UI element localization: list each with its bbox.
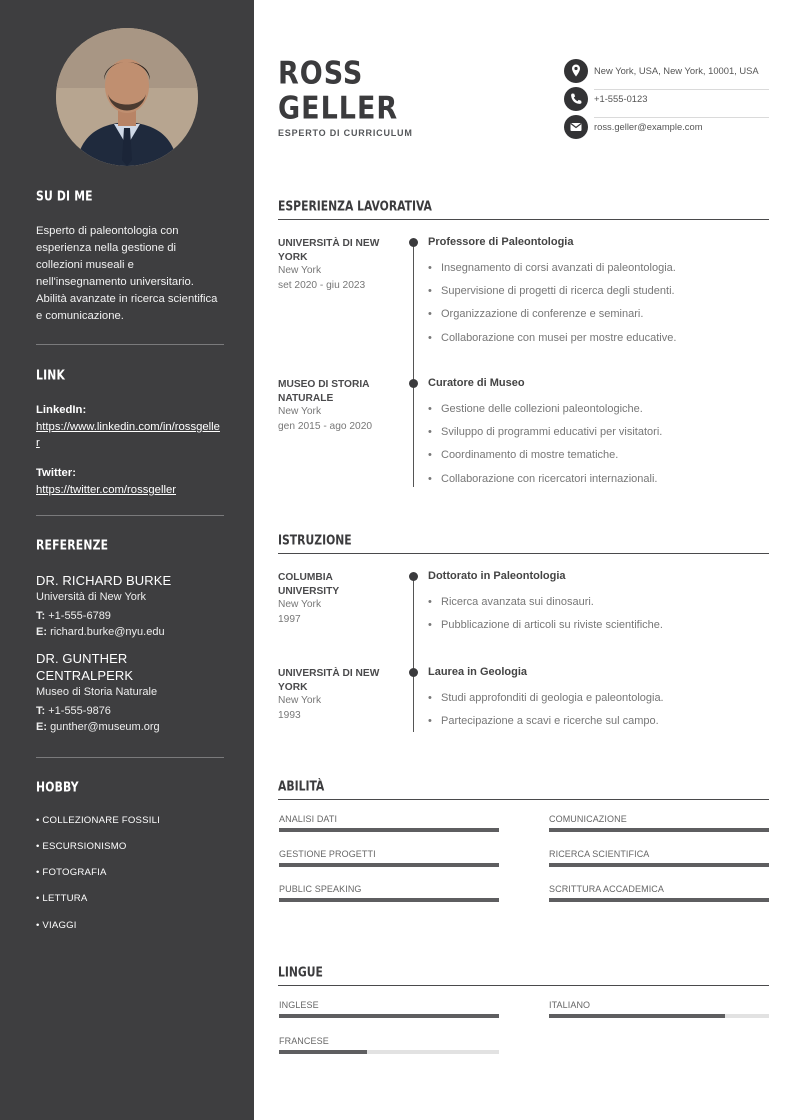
linkedin-link[interactable]: https://www.linkedin.com/in/rossgeller xyxy=(36,421,220,449)
timeline-line xyxy=(413,577,414,732)
timeline-dot xyxy=(409,668,418,677)
skill-item xyxy=(279,884,499,902)
job-role: Curatore di Museo xyxy=(428,377,525,389)
timeline-line xyxy=(413,243,414,487)
job-role: Professore di Paleontologia xyxy=(428,236,574,248)
experience-heading: ESPERIENZA LAVORATIVA xyxy=(278,198,432,214)
skills-heading: ABILITÀ xyxy=(278,778,325,794)
experience-org xyxy=(278,237,402,293)
reference-org: Università di New York xyxy=(36,591,147,603)
hobby-heading: HOBBY xyxy=(36,779,79,795)
skill-bar-track xyxy=(279,828,499,832)
references-heading: REFERENZE xyxy=(36,537,109,553)
timeline-dot xyxy=(409,572,418,581)
location-pin-icon xyxy=(564,59,588,83)
degree-bullets xyxy=(428,691,664,737)
skill-item xyxy=(279,814,499,832)
hobby-item: • VIAGGI xyxy=(36,920,77,931)
sidebar-divider xyxy=(36,344,224,345)
org-dates: set 2020 - giu 2023 xyxy=(278,279,366,291)
skill-bar-track xyxy=(549,863,769,867)
bullet-item: • Coordinamento di mostre tematiche. xyxy=(428,448,662,471)
skill-item xyxy=(549,849,769,867)
reference-name: DR. GUNTHER CENTRALPERK xyxy=(36,651,134,683)
language-label: ITALIANO xyxy=(549,1000,591,1010)
reference-phone: T: +1-555-9876 xyxy=(36,705,111,717)
hobby-item: • ESCURSIONISMO xyxy=(36,841,127,852)
language-bar-track xyxy=(549,1014,769,1018)
timeline-dot xyxy=(409,379,418,388)
contact-address xyxy=(564,59,769,83)
bullet-item: • Sviluppo di programmi educativi per visitatori. xyxy=(428,425,662,448)
skill-bar-track xyxy=(279,863,499,867)
skill-label: ANALISI DATI xyxy=(279,814,338,824)
degree-bullets xyxy=(428,595,663,641)
skill-bar-fill xyxy=(549,898,769,902)
skill-bar-fill xyxy=(279,898,499,902)
links-heading: LINK xyxy=(36,367,66,383)
hobby-item: • COLLEZIONARE FOSSILI xyxy=(36,815,160,826)
email-text: ross.geller@example.com xyxy=(594,121,703,132)
skill-bar-fill xyxy=(279,863,499,867)
twitter-link[interactable]: https://twitter.com/rossgeller xyxy=(36,484,177,496)
reference-name: DR. RICHARD BURKE xyxy=(36,573,172,588)
section-divider xyxy=(278,985,769,986)
org-location: New York xyxy=(278,265,322,276)
bullet-item: • Studi approfonditi di geologia e paleontologia. xyxy=(428,691,664,714)
contact-phone xyxy=(564,87,769,111)
bullet-item: • Collaborazione con ricercatori internazionali. xyxy=(428,472,662,495)
org-dates: 1993 xyxy=(278,709,301,721)
envelope-icon xyxy=(564,115,588,139)
bullet-item: • Collaborazione con musei per mostre educative. xyxy=(428,331,676,354)
reference-entry xyxy=(36,650,222,735)
about-heading: SU DI ME xyxy=(36,188,93,204)
org-name: UNIVERSITÀ DI NEW YORK xyxy=(278,668,380,693)
links-block xyxy=(36,402,222,498)
org-location: New York xyxy=(278,599,322,610)
education-heading: ISTRUZIONE xyxy=(278,532,352,548)
language-item xyxy=(279,1000,499,1018)
experience-org xyxy=(278,378,402,434)
reference-phone: T: +1-555-6789 xyxy=(36,610,111,622)
sidebar xyxy=(0,0,254,1120)
languages-heading: LINGUE xyxy=(278,964,323,980)
hobby-item: • LETTURA xyxy=(36,893,88,904)
org-location: New York xyxy=(278,406,322,417)
sidebar-divider xyxy=(36,757,224,758)
degree-title: Dottorato in Paleontologia xyxy=(428,570,566,582)
reference-email: E: gunther@museum.org xyxy=(36,721,160,733)
skill-bar-track xyxy=(549,898,769,902)
education-org xyxy=(278,667,402,723)
bullet-item: • Gestione delle collezioni paleontologiche. xyxy=(428,402,662,425)
reference-org: Museo di Storia Naturale xyxy=(36,686,158,698)
reference-entry xyxy=(36,572,222,640)
job-bullets xyxy=(428,261,676,354)
skill-item xyxy=(279,849,499,867)
language-label: INGLESE xyxy=(279,1000,319,1010)
skill-bar-fill xyxy=(549,863,769,867)
contact-email xyxy=(564,115,769,139)
phone-text: +1-555-0123 xyxy=(594,93,648,104)
bullet-item: • Ricerca avanzata sui dinosauri. xyxy=(428,595,663,618)
twitter-label: Twitter: xyxy=(36,467,76,479)
section-divider xyxy=(278,553,769,554)
job-bullets xyxy=(428,402,662,495)
skill-bar-fill xyxy=(549,828,769,832)
org-dates: gen 2015 - ago 2020 xyxy=(278,420,373,432)
org-name: COLUMBIA UNIVERSITY xyxy=(278,572,340,597)
section-divider xyxy=(278,799,769,800)
skill-label: SCRITTURA ACCADEMICA xyxy=(549,884,665,894)
skill-item xyxy=(549,814,769,832)
last-name: GELLER xyxy=(278,90,399,127)
skill-bar-track xyxy=(549,828,769,832)
hobby-item: • FOTOGRAFIA xyxy=(36,867,107,878)
language-item xyxy=(279,1036,499,1054)
skill-label: COMUNICAZIONE xyxy=(549,814,627,824)
language-bar-fill xyxy=(279,1014,499,1018)
language-bar-track xyxy=(279,1050,499,1054)
language-bar-fill xyxy=(279,1050,367,1054)
skill-label: RICERCA SCIENTIFICA xyxy=(549,849,650,859)
skill-item xyxy=(549,884,769,902)
language-item xyxy=(549,1000,769,1018)
bullet-item: • Partecipazione a scavi e ricerche sul campo. xyxy=(428,714,664,737)
org-location: New York xyxy=(278,695,322,706)
bullet-item: • Supervisione di progetti di ricerca degli studenti. xyxy=(428,284,676,307)
org-name: MUSEO DI STORIA NATURALE xyxy=(278,379,370,404)
linkedin-label: LinkedIn: xyxy=(36,404,87,416)
degree-title: Laurea in Geologia xyxy=(428,666,528,678)
phone-icon xyxy=(564,87,588,111)
profile-photo xyxy=(56,28,198,166)
first-name: ROSS xyxy=(278,55,364,92)
section-divider xyxy=(278,219,769,220)
reference-email: E: richard.burke@nyu.edu xyxy=(36,626,165,638)
language-bar-track xyxy=(279,1014,499,1018)
education-org xyxy=(278,571,402,627)
org-name: UNIVERSITÀ DI NEW YORK xyxy=(278,238,380,263)
skill-label: PUBLIC SPEAKING xyxy=(279,884,362,894)
bullet-item: • Pubblicazione di articoli su riviste scientifiche. xyxy=(428,618,663,641)
skill-bar-fill xyxy=(279,828,499,832)
sidebar-divider xyxy=(36,515,224,516)
address-text: New York, USA, New York, 10001, USA xyxy=(594,65,759,76)
job-subtitle: ESPERTO DI CURRICULUM xyxy=(278,128,413,138)
timeline-dot xyxy=(409,238,418,247)
bullet-item: • Insegnamento di corsi avanzati di paleontologia. xyxy=(428,261,676,284)
about-text: Esperto di paleontologia con esperienza nella gestione di collezioni museali e nell'insegnamento universitario. Abilità avanzate in ricerca scientifica e comunicazione. xyxy=(36,225,218,322)
language-label: FRANCESE xyxy=(279,1036,329,1046)
bullet-item: • Organizzazione di conferenze e seminari. xyxy=(428,307,676,330)
language-bar-fill xyxy=(549,1014,725,1018)
skill-label: GESTIONE PROGETTI xyxy=(279,849,376,859)
skill-bar-track xyxy=(279,898,499,902)
org-dates: 1997 xyxy=(278,613,301,625)
